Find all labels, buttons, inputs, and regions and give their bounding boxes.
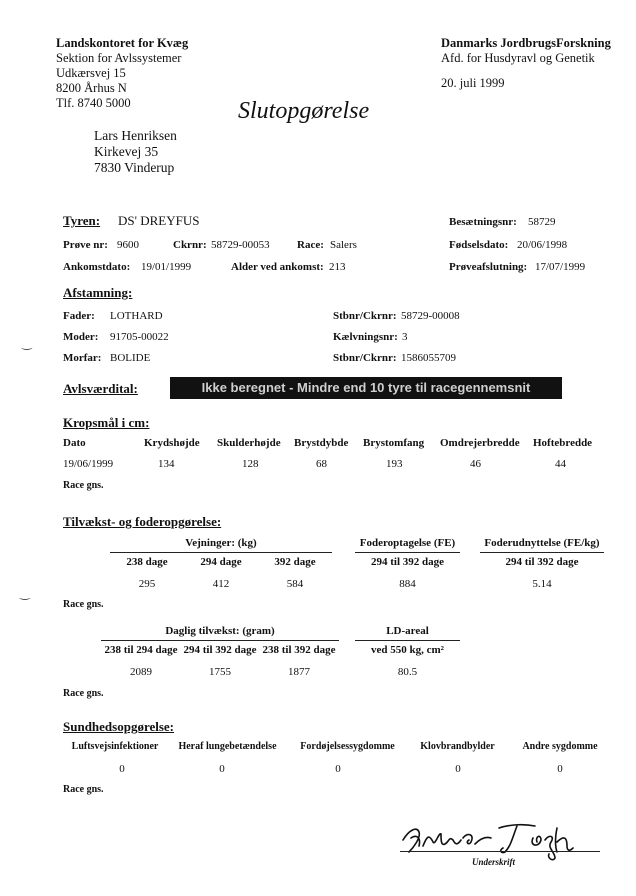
proeveafslutning-label: Prøveafslutning: <box>449 261 528 273</box>
sundhed-col-andre: Andre sygdomme <box>522 741 598 752</box>
kropsmaal-val-hoftebredde: 44 <box>555 458 566 470</box>
ankomst-label: Ankomstdato: <box>63 261 131 273</box>
ckrnr-label: Ckrnr: <box>173 239 207 251</box>
sender-section: Sektion for Avlssystemer <box>56 51 182 65</box>
addressee-city: 7830 Vinderup <box>94 160 175 175</box>
foderoptagelse-val: 884 <box>399 578 416 590</box>
kropsmaal-col-hoftebredde: Hoftebredde <box>533 437 593 449</box>
sender-org: Landskontoret for Kvæg <box>56 36 189 50</box>
institute-dept: Afd. for Husdyravl og Genetik <box>441 51 595 65</box>
sundhed-heading: Sundhedsopgørelse: <box>63 719 175 734</box>
daglig-col-294-392: 294 til 392 dage <box>183 644 257 656</box>
sundhed-col-luftvej: Luftsvejsinfektioner <box>71 741 159 752</box>
besaetning-value: 58729 <box>528 216 556 228</box>
sundhed-col-lunge: Heraf lungebetændelse <box>178 741 277 752</box>
addressee-name: Lars Henriksen <box>94 128 177 143</box>
besaetning-label: Besætningsnr: <box>449 216 517 228</box>
morfar-value: BOLIDE <box>110 352 151 364</box>
daglig-col-238-294: 238 til 294 dage <box>104 644 178 656</box>
ankomst-value: 19/01/1999 <box>141 261 192 273</box>
foderoptagelse-label: Foderoptagelse (FE) <box>359 537 456 549</box>
institute-block <box>441 36 611 91</box>
daglig-val-294-392: 1755 <box>209 666 231 678</box>
margin-mark-2: ‿ <box>20 586 30 600</box>
moder-value: 91705-00022 <box>110 331 169 343</box>
stbnr-morfar-label: Stbnr/Ckrnr: <box>333 352 397 364</box>
sender-street: Udkærsvej 15 <box>56 66 126 80</box>
sundhed-val-klov: 0 <box>455 763 461 775</box>
vejninger-val-238: 295 <box>138 578 156 590</box>
stbnr-fader-label: Stbnr/Ckrnr: <box>333 310 397 322</box>
kropsmaal-val-brystdybde: 68 <box>316 458 327 470</box>
sundhed-val-luftvej: 0 <box>119 763 125 775</box>
kropsmaal-race-gns: Race gns. <box>63 480 104 491</box>
kropsmaal-col-brystdybde: Brystdybde <box>294 437 349 449</box>
foderoptagelse-rule <box>355 552 460 553</box>
daglig-val-238-294: 2089 <box>130 666 152 678</box>
kropsmaal-col-dato: Dato <box>63 437 86 449</box>
sender-city: 8200 Århus N <box>56 81 127 95</box>
sundhed-race-gns: Race gns. <box>63 784 104 795</box>
proeve-value: 9600 <box>117 239 139 251</box>
tilvaekst-race-gns-1: Race gns. <box>63 599 104 610</box>
foderudnyttelse-col: 294 til 392 dage <box>505 556 579 568</box>
kropsmaal-col-omdrejerbredde: Omdrejerbredde <box>440 437 520 449</box>
alder-label: Alder ved ankomst: <box>231 261 324 273</box>
proeveafslutning-value: 17/07/1999 <box>535 261 586 273</box>
sender-block <box>56 36 188 111</box>
moder-label: Moder: <box>63 331 99 343</box>
race-label: Race: <box>297 239 324 251</box>
race-value: Salers <box>330 239 357 251</box>
ld-areal-rule <box>355 640 460 641</box>
letter-date: 20. juli 1999 <box>441 76 505 90</box>
afstamning-heading: Afstamning: <box>63 285 133 300</box>
vejninger-col-294: 294 dage <box>200 556 242 568</box>
sundhed-val-fordoejelse: 0 <box>335 763 341 775</box>
kropsmaal-val-dato: 19/06/1999 <box>63 458 114 470</box>
morfar-label: Morfar: <box>63 352 102 364</box>
foedsel-label: Fødselsdato: <box>449 239 509 251</box>
foderudnyttelse-val: 5.14 <box>532 578 552 590</box>
ckrnr-value: 58729-00053 <box>211 239 270 251</box>
margin-mark: ‿ <box>22 336 32 350</box>
sundhed-col-fordoejelse: Fordøjelsessygdomme <box>300 741 395 752</box>
vejninger-col-238: 238 dage <box>126 556 168 568</box>
sender-phone: Tlf. 8740 5000 <box>56 96 131 110</box>
kropsmaal-col-brystomfang: Brystomfang <box>363 437 425 449</box>
sundhed-val-andre: 0 <box>557 763 563 775</box>
institute-org: Danmarks JordbrugsForskning <box>441 36 611 50</box>
proeve-label: Prøve nr: <box>63 239 108 251</box>
fader-label: Fader: <box>63 310 95 322</box>
signature-line <box>400 851 600 852</box>
foedsel-value: 20/06/1998 <box>517 239 568 251</box>
ld-areal-val: 80.5 <box>397 666 418 678</box>
sundhed-val-lunge: 0 <box>219 763 225 775</box>
sundhed-col-klov: Klovbrandbylder <box>420 741 495 752</box>
bull-name: DS' DREYFUS <box>118 213 200 228</box>
fader-value: LOTHARD <box>110 310 163 322</box>
avlsvaerdital-banner: Ikke beregnet - Mindre end 10 tyre til racegennemsnit <box>170 377 562 399</box>
avlsvaerdital-heading: Avlsværdital: <box>63 381 138 396</box>
vejninger-col-392: 392 dage <box>274 556 316 568</box>
tilvaekst-race-gns-2: Race gns. <box>63 688 104 699</box>
stbnr-morfar-value: 1586055709 <box>401 352 456 364</box>
addressee-block <box>94 128 177 176</box>
addressee-street: Kirkevej 35 <box>94 144 159 159</box>
daglig-tilvaekst-rule <box>101 640 339 641</box>
kaelvningsnr-value: 3 <box>402 331 408 343</box>
vejninger-val-294: 412 <box>212 578 230 590</box>
ld-areal-col: ved 550 kg, cm² <box>371 644 444 656</box>
kropsmaal-heading: Kropsmål i cm: <box>63 415 150 430</box>
vejninger-label: Vejninger: (kg) <box>185 537 257 549</box>
foderoptagelse-col: 294 til 392 dage <box>370 556 445 568</box>
alder-value: 213 <box>329 261 346 273</box>
kropsmaal-col-skulderhoejde: Skulderhøjde <box>217 437 281 449</box>
vejninger-rule <box>110 552 332 553</box>
bull-heading: Tyren: <box>63 213 101 228</box>
foderudnyttelse-label: Foderudnyttelse (FE/kg) <box>484 537 600 549</box>
stbnr-fader-value: 58729-00008 <box>401 310 460 322</box>
kaelvningsnr-label: Kælvningsnr: <box>333 331 398 343</box>
foderudnyttelse-rule <box>480 552 604 553</box>
kropsmaal-val-brystomfang: 193 <box>386 458 403 470</box>
signature-caption: Underskrift <box>472 857 516 867</box>
kropsmaal-val-omdrejerbredde: 46 <box>470 458 481 470</box>
daglig-val-238-392: 1877 <box>288 666 310 678</box>
daglig-col-238-392: 238 til 392 dage <box>262 644 336 656</box>
ld-areal-label: LD-areal <box>386 625 429 637</box>
vejninger-val-392: 584 <box>286 578 304 590</box>
signature-image <box>395 812 605 862</box>
tilvaekst-heading: Tilvækst- og foderopgørelse: <box>63 514 222 529</box>
daglig-tilvaekst-label: Daglig tilvækst: (gram) <box>165 625 275 637</box>
kropsmaal-col-krydshoejde: Krydshøjde <box>144 437 200 449</box>
kropsmaal-val-skulderhoejde: 128 <box>242 458 259 470</box>
kropsmaal-val-krydshoejde: 134 <box>158 458 175 470</box>
document-title: Slutopgørelse <box>238 98 370 124</box>
